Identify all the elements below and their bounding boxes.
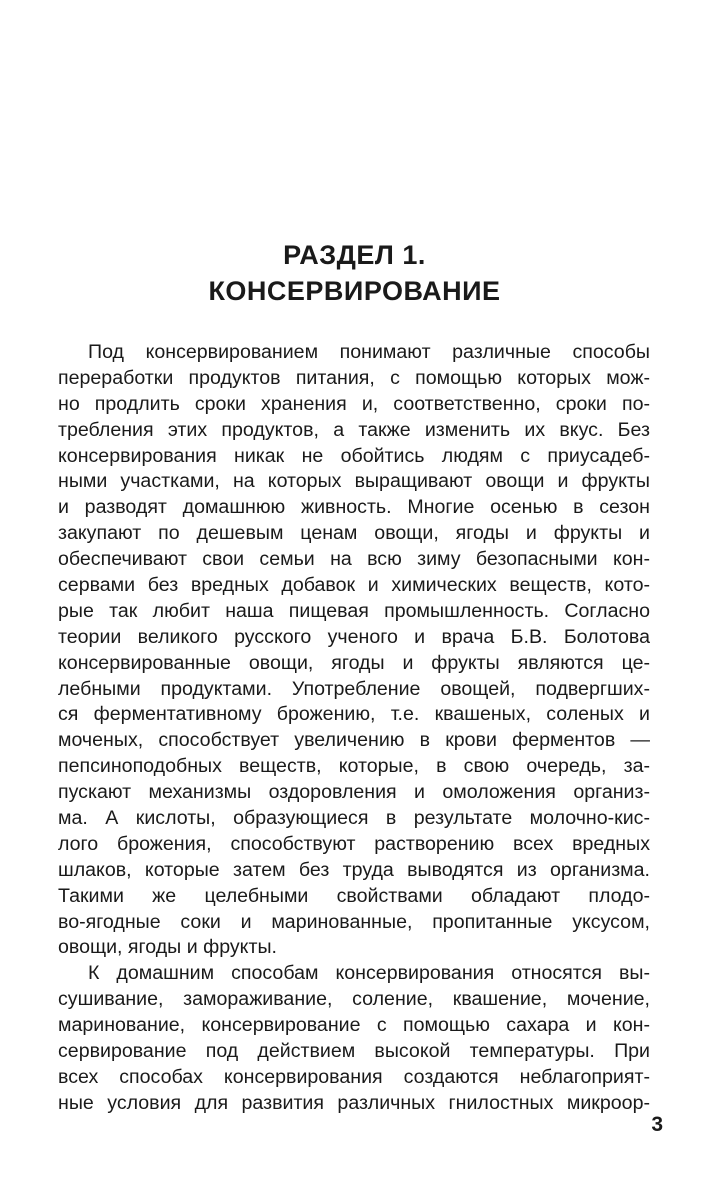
- page-number: 3: [651, 1113, 663, 1136]
- text-line: рые так любит наша пищевая промышленность. Согласно: [58, 599, 650, 622]
- text-line: пускают механизмы оздоровления и омоложения организ-: [58, 781, 650, 804]
- text-line: ные условия для развития различных гнилостных микроор-: [58, 1091, 650, 1114]
- section-title-line-2: КОНСЕРВИРОВАНИЕ: [208, 276, 501, 306]
- text-line: и разводят домашнюю живность. Многие осенью в сезон: [58, 496, 650, 519]
- text-line: Такими же целебными свойствами обладают плодо-: [58, 884, 650, 907]
- text-line: сервами без вредных добавок и химических веществ, кото-: [58, 574, 650, 597]
- text-line: теории великого русского ученого и врача Б.В. Болотова: [58, 625, 650, 648]
- text-line: пепсиноподобных веществ, которые, в свою очередь, за-: [58, 755, 650, 778]
- text-line: переработки продуктов питания, с помощью которых мож-: [58, 366, 650, 389]
- text-line: обеспечивают свои семьи на всю зиму безопасными кон-: [58, 548, 650, 571]
- text-line: лебными продуктами. Употребление овощей, подвергших-: [58, 677, 650, 700]
- text-line: консервированные овощи, ягоды и фрукты являются це-: [58, 651, 650, 674]
- text-line: ными участками, на которых выращивают овощи и фрукты: [58, 470, 650, 493]
- paragraph-1: [58, 340, 650, 1117]
- text-line: ма. А кислоты, образующиеся в результате молочно-кис-: [58, 807, 650, 830]
- text-line: во-ягодные соки и маринованные, пропитанные уксусом,: [58, 910, 650, 933]
- text-line: требления этих продуктов, а также изменить их вкус. Без: [58, 418, 650, 441]
- text-line: всех способах консервирования создаются неблагоприят-: [58, 1065, 650, 1088]
- text-line: но продлить сроки хранения и, соответственно, сроки по-: [58, 392, 650, 415]
- text-line: закупают по дешевым ценам овощи, ягоды и фрукты и: [58, 522, 650, 545]
- text-line: консервирования никак не обойтись людям с приусадеб-: [58, 444, 650, 467]
- text-line: шлаков, которые затем без труда выводятся из организма.: [58, 858, 650, 881]
- text-line: ся ферментативному брожению, т.е. квашеных, соленых и: [58, 703, 650, 726]
- text-line: сушивание, замораживание, соление, квашение, мочение,: [58, 988, 650, 1011]
- text-line: сервирование под действием высокой температуры. При: [58, 1040, 650, 1063]
- text-line: овощи, ягоды и фрукты.: [58, 936, 277, 959]
- section-title-line-1: РАЗДЕЛ 1.: [283, 240, 426, 270]
- text-line: Под консервированием понимают различные способы: [88, 341, 650, 363]
- text-line: маринование, консервирование с помощью сахара и кон-: [58, 1014, 650, 1037]
- text-line: К домашним способам консервирования относятся вы-: [88, 962, 650, 985]
- text-line: лого брожения, способствуют растворению всех вредных: [58, 832, 650, 855]
- text-line: моченых, способствует увеличению в крови ферментов —: [58, 729, 650, 752]
